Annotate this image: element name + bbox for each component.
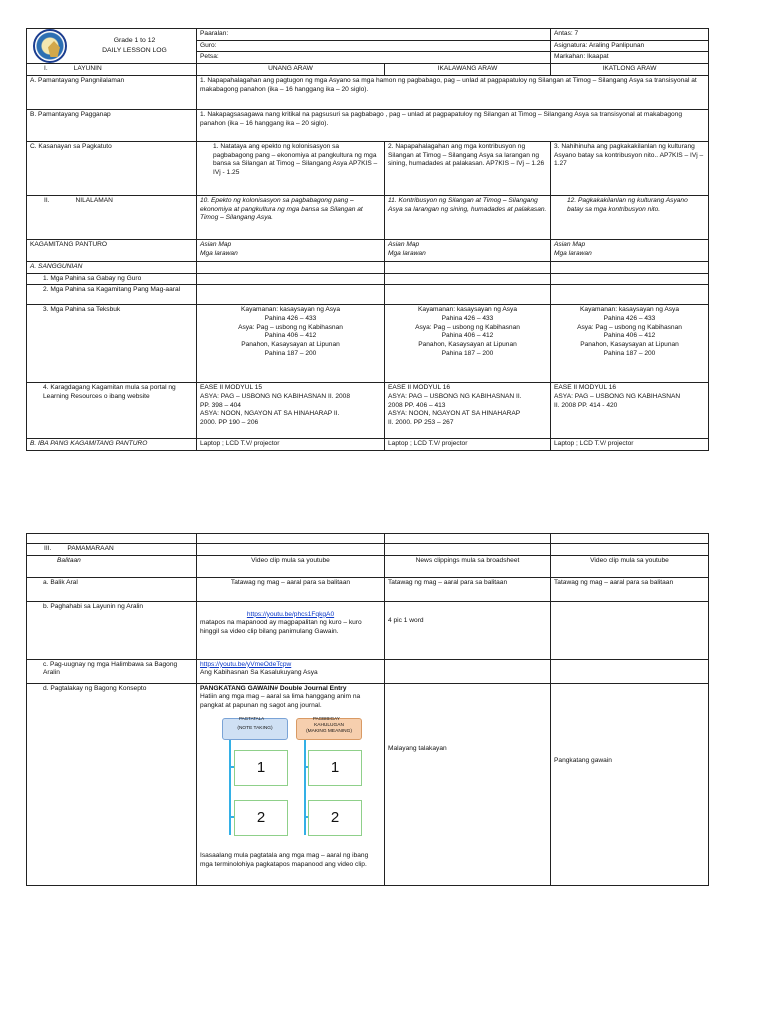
balik-aral-day2: Tatawag ng mag – aaral para sa balitaan: [385, 577, 551, 601]
paghahabi-label: b. Paghahabi sa Layunin ng Aralin: [27, 601, 197, 659]
teksbuk-day1: Kayamanan: kasaysayan ng Asya Pahina 426 – 433 Asya: Pag – usbong ng Kabihasnan Pahina 406 – 412 Panahon, Kasaysayan at Lipunan Pahina 187 – 200: [197, 305, 385, 383]
balik-aral-label: a. Balik Aral: [27, 577, 197, 601]
kasanayan-label: C. Kasanayan sa Pagkatuto: [27, 141, 197, 195]
pagtalakay-day3: Pangkatang gawain: [551, 683, 709, 885]
kagamitan-day2: Asian Map Mga larawan: [385, 239, 551, 261]
pangkatang-gawain-text: Hatiin ang mga mag – aaral sa lima hanggang anim na pangkat at papunan ng sagot ang journal.: [200, 693, 361, 710]
pangkatang-gawain-title: PANGKATANG GAWAIN# Double Journal Entry: [200, 684, 347, 692]
pag-uugnay-day1: https://youtu.be/yVmeOdeTcpw Ang Kabihasnan Sa Kasalukuyang Asya: [197, 659, 385, 683]
meaning-box-1: 1: [308, 750, 362, 786]
sanggunian-label: A. SANGGUNIAN: [27, 261, 197, 273]
note-taking-pill: PAGTATALA (NOTE TAKING): [222, 718, 288, 740]
day2-header: IKALAWANG ARAW: [385, 64, 551, 76]
laptop-day3: Laptop ; LCD T.V/ projector: [551, 439, 709, 451]
balitaan-day1: Video clip mula sa youtube: [197, 555, 385, 577]
pamantayang-pagganap-label: B. Pamantayang Pagganap: [27, 109, 197, 141]
pag-uugnay-label: c. Pag-uugnay ng mga Halimbawa sa Bagong Aralin: [27, 659, 197, 683]
youtube-link-1[interactable]: https://youtu.be/phcs1FqkgA0: [246, 610, 335, 618]
paghahabi-day2: 4 pic 1 word: [385, 601, 551, 659]
kagamitan-day1: Asian Map Mga larawan: [197, 239, 385, 261]
teksbuk-day3: Kayamanan: kasaysayan ng Asya Pahina 426 – 433 Asya: Pag – usbong ng Kabihasnan Pahina 406 – 412 Panahon, Kasaysayan at Lipunan Pahina 187 – 200: [551, 305, 709, 383]
balik-aral-day3: Tatawag ng mag – aaral para sa balitaan: [551, 577, 709, 601]
header-cell: [27, 29, 197, 64]
lesson-log-table-2: [26, 533, 709, 886]
teksbuk-day2: Kayamanan: kasaysayan ng Asya Pahina 426 – 433 Asya: Pag – usbong ng Kabihasnan Pahina 406 – 412 Panahon, Kasaysayan at Lipunan Pahina 187 – 200: [385, 305, 551, 383]
gabay-label: 1. Mga Pahina sa Gabay ng Guro: [27, 273, 197, 285]
making-meaning-pill: PAGBIBIGAY KAHULUGAN (MAKING MEANING): [296, 718, 362, 740]
balitaan-label: Balitaan: [27, 555, 197, 577]
kagamitang-panturo-label: KAGAMITANG PANTURO: [27, 239, 197, 261]
nilalaman-day3: 12. Pagkakakilanlan ng kulturang Asyano batay sa mga kontribusyon nito.: [551, 195, 709, 239]
kagamitang-pang-label: 2. Mga Pahina sa Kagamitang Pang Mag-aaral: [27, 285, 197, 305]
karagdagang-day3: EASE II MODYUL 16 ASYA: PAG – USBONG NG KABIHASNAN II. 2008 PP. 414 - 420: [551, 383, 709, 439]
meaning-box-2: 2: [308, 800, 362, 836]
petsa-label: Petsa:: [197, 52, 551, 64]
laptop-day1: Laptop ; LCD T.V/ projector: [197, 439, 385, 451]
note-box-1: 1: [234, 750, 288, 786]
guro-label: Guro:: [197, 40, 551, 52]
paaralan-label: Paaralan:: [197, 29, 551, 41]
karagdagang-day1: EASE II MODYUL 15 ASYA: PAG – USBONG NG KABIHASNAN II. 2008 PP. 398 – 404 ASYA: NOON, NGAYON AT SA HINAHARAP II. 2000. PP 190 – 206: [197, 383, 385, 439]
iba-pang-label: B. IBA PANG KAGAMITANG PANTURO: [27, 439, 197, 451]
antas-label: Antas: 7: [551, 29, 709, 41]
pagtalakay-day1: [197, 683, 385, 885]
pagtalakay-label: d. Pagtalakay ng Bagong Konsepto: [27, 683, 197, 885]
grade-label: Grade 1 to 12: [113, 36, 156, 44]
balik-aral-day1: Tatawag ng mag – aaral para sa balitaan: [197, 577, 385, 601]
layunin-header: I. LAYUNIN: [27, 64, 197, 76]
day3-header: IKATLONG ARAW: [551, 64, 709, 76]
day1-header: UNANG ARAW: [197, 64, 385, 76]
kasanayan-day2: 2. Napapahalagahan ang mga kontribusyon ng Silangan at Timog – Silangang Asya sa larangan ng sining, humadades at palakasan. AP7KIS – IVj – 1.26: [385, 141, 551, 195]
pamantayang-pangnilalaman-text: 1. Napapahalagahan ang pagtugon ng mga Asyano sa mga hamon ng pagbabago, pag – unlad at pagpapatuloy ng Silangan at Timog – Silangang Asya sa transisyonal at makabagong panahon (ika – 16 hanggang ika – 20 siglo).: [197, 75, 709, 109]
nilalaman-day2: 11. Kontribusyon ng Silangan at Timog – Silangang Asya sa larangan ng sining, humadades at palakasan.: [385, 195, 551, 239]
double-journal-diagram: [200, 714, 381, 852]
lesson-log-table-1: [26, 28, 709, 451]
pamantayang-pangnilalaman-label: A. Pamantayang Pangnilalaman: [27, 75, 197, 109]
kasanayan-day1: 1. Natataya ang epekto ng kolonisasyon sa pagbabagong pang – ekonomiya at pangkultura ng mga bansa sa Silangan at Timog – Silangang Asya AP7KIS – IVj - 1.25: [197, 141, 385, 195]
karagdagang-label: 4. Karagdagang Kagamitan mula sa portal ng Learning Resources o ibang website: [27, 383, 197, 439]
pagtalakay-bottom-text: Isasaalang mula pagtatala ang mga mag – aaral ng ibang mga terminolohiya pagkatapos mapanood ang video clip.: [200, 851, 369, 868]
karagdagang-day2: EASE II MODYUL 16 ASYA: PAG – USBONG NG KABIHASNAN II. 2008 PP. 406 – 413 ASYA: NOON, NGAYON AT SA HINAHARAP II. 2000. PP 253 – 267: [385, 383, 551, 439]
note-box-2: 2: [234, 800, 288, 836]
laptop-day2: Laptop ; LCD T.V/ projector: [385, 439, 551, 451]
pagtalakay-day2: Malayang talakayan: [385, 683, 551, 885]
paghahabi-day1: [197, 601, 385, 659]
teksbuk-label: 3. Mga Pahina sa Teksbuk: [27, 305, 197, 383]
balitaan-day2: News clippings mula sa broadsheet: [385, 555, 551, 577]
kagamitan-day3: Asian Map Mga larawan: [551, 239, 709, 261]
markahan-label: Markahan: Ikaapat: [551, 52, 709, 64]
pamantayang-pagganap-text: 1. Nakapagsasagawa nang kritikal na pagsusuri sa pagbabago , pag – unlad at pagpapatuloy ng Silangan at Timog – Silangang Asya sa transisyonal at makabagong panahon (ika – 16 hanggang ika – 20 siglo).: [197, 109, 709, 141]
deped-seal-icon: [33, 29, 67, 63]
nilalaman-day1: 10. Epekto ng kolonisasyon sa pagbabagong pang – ekonomiya at pangkultura ng mga bansa sa Silangan at Timog – Silangang Asya.: [197, 195, 385, 239]
pamamaraan-header: III. PAMAMARAAN: [27, 544, 197, 556]
paghahabi-text: matapos na mapanood ay magpapalitan ng kuro – kuro hinggil sa video clip bilang panimulang Gawain.: [200, 619, 362, 636]
kasanayan-day3: 3. Nahihinuha ang pagkakakilanlan ng kulturang Asyano batay sa kontribusyon nito.. AP7KIS – IVj – 1.27: [551, 141, 709, 195]
balitaan-day3: Video clip mula sa youtube: [551, 555, 709, 577]
log-title: DAILY LESSON LOG: [102, 47, 167, 54]
nilalaman-header: II. NILALAMAN: [27, 195, 197, 239]
asignatura-label: Asignatura: Araling Panlipunan: [551, 40, 709, 52]
youtube-link-2[interactable]: https://youtu.be/yVmeOdeTcpw: [200, 660, 292, 668]
